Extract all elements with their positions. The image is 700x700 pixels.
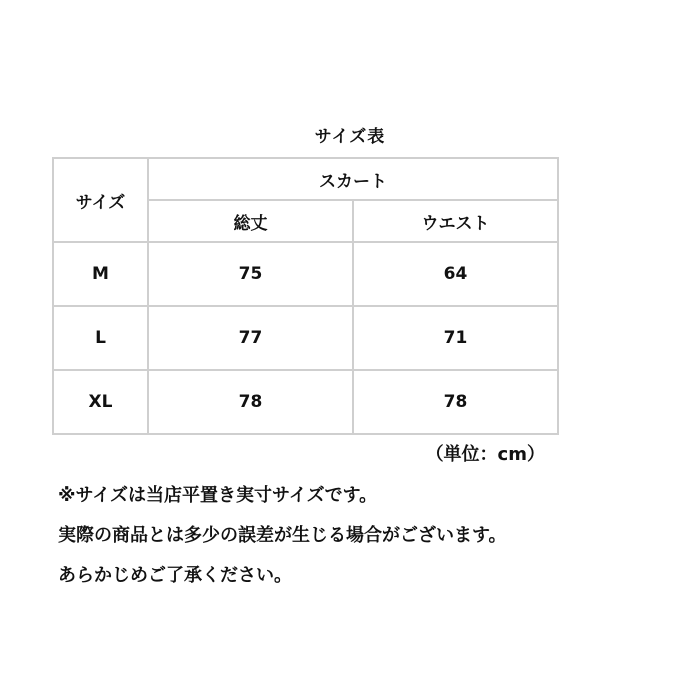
size-cell: XL [53, 370, 148, 434]
waist-header: ウエスト [353, 200, 558, 242]
waist-cell: 71 [353, 306, 558, 370]
length-cell: 77 [148, 306, 353, 370]
note-line: あらかじめご了承ください。 [58, 565, 292, 586]
size-cell: M [53, 242, 148, 306]
table-row [53, 306, 558, 370]
table-row [53, 242, 558, 306]
length-cell: 75 [148, 242, 353, 306]
notes-block [58, 482, 678, 602]
total-length-header: 総丈 [148, 200, 353, 242]
waist-cell: 64 [353, 242, 558, 306]
size-header-cell: サイズ [53, 158, 148, 242]
size-table [52, 157, 559, 435]
note-line: 実際の商品とは多少の誤差が生じる場合がございます。 [58, 525, 507, 546]
waist-cell: 78 [353, 370, 558, 434]
table-row [53, 370, 558, 434]
table-header-row [53, 158, 558, 200]
length-cell: 78 [148, 370, 353, 434]
size-cell: L [53, 306, 148, 370]
skirt-group-header: スカート [148, 158, 558, 200]
unit-note: （単位：cm） [425, 444, 545, 465]
note-line: ※サイズは当店平置き実寸サイズです。 [58, 485, 378, 506]
size-chart-title: サイズ表 [314, 127, 386, 147]
